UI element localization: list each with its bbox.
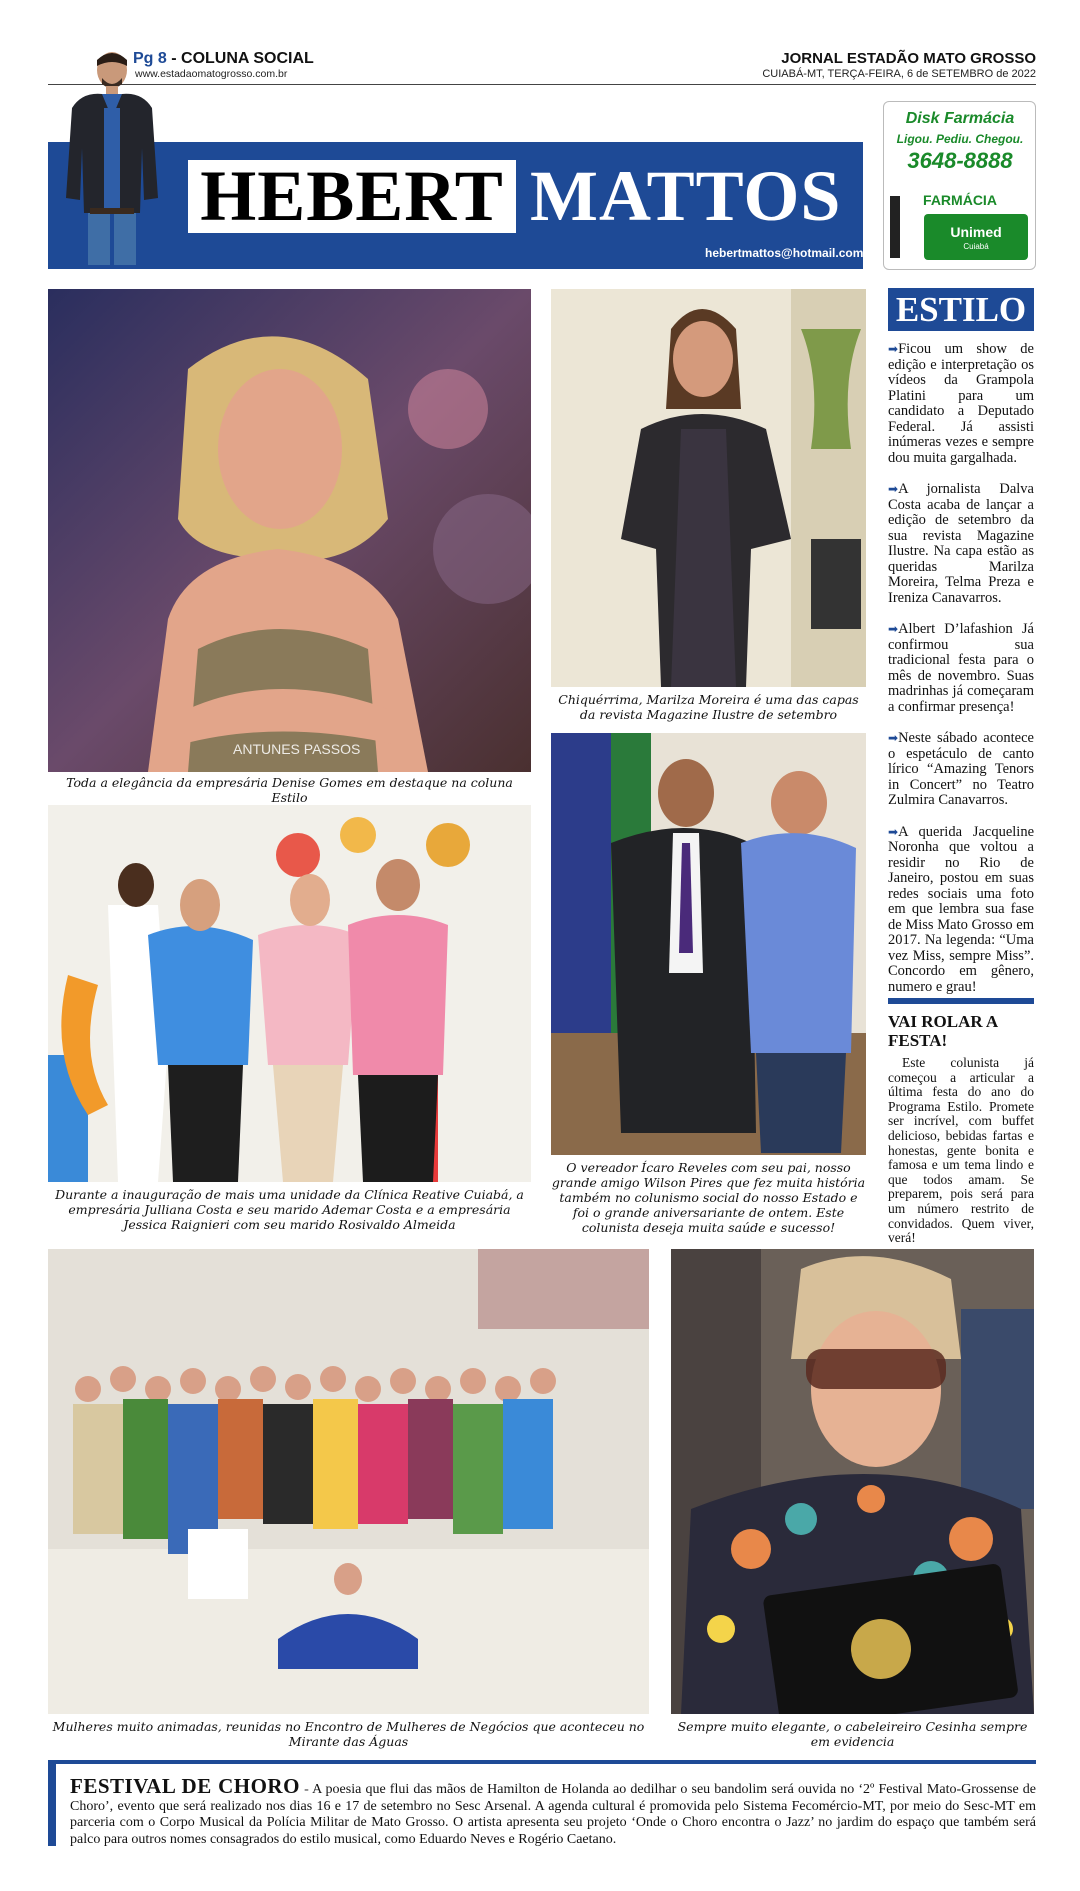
note-text: Ficou um show de edição e interpretação os vídeos da Grampola Platini para um candidato a Deputado Federal. Já assisti inúmeras vezes e sempre dou muita gargalhada.: [888, 341, 1034, 466]
sidebar-divider: [888, 998, 1034, 1004]
ad-partner-city: Cuiabá: [963, 242, 989, 251]
ad-brand: Disk Farmácia: [905, 110, 1015, 127]
dateline: CUIABÁ-MT, TERÇA-FEIRA, 6 de SETEMBRO de 2022: [762, 68, 1036, 80]
photo-marilza-moreira: [551, 289, 866, 687]
ad-partner: Unimed: [950, 224, 1002, 240]
section-name: COLUNA SOCIAL: [181, 50, 314, 67]
note-item: [888, 482, 1034, 606]
footer-accent-bar: [48, 1760, 56, 1846]
ad-slogan: Ligou. Pediu. Chegou.: [896, 132, 1024, 146]
note-text: A jornalista Dalva Costa acaba de lançar a edição de setembro da sua revista Magazine Ilustre. Na capa estão as queridas Marilza Moreira, Telma Preza e Ireniza Canavarros.: [888, 481, 1034, 606]
footer-dash: -: [304, 1782, 313, 1797]
caption-denise-gomes: Toda a elegância da empresária Denise Gomes em destaque na coluna Estilo: [66, 775, 513, 805]
festa-heading: VAI ROLAR A FESTA!: [888, 1012, 998, 1050]
page-number: Pg 8: [133, 50, 167, 67]
photo-clinica-reative: [48, 805, 531, 1182]
caption-marilza-moreira: Chiquérrima, Marilza Moreira é uma das capas da revista Magazine Ilustre de setembro: [558, 692, 859, 722]
columnist-first-name: HEBERT: [188, 160, 516, 233]
newspaper-name: JORNAL ESTADÃO MATO GROSSO: [781, 50, 1036, 67]
photo-watermark-wrap: [48, 289, 531, 772]
festa-text: Este colunista já começou a articular a última festa do ano do Programa Estilo. Promete ser incrível, com buffet delicioso, bebidas fartas e honestas, gente bonita e famosa e um tema lindo e que todos amam. Se preparem, pois será para um número restrito de convidados. Quem viver, verá!: [888, 1055, 1034, 1246]
footer-rule: [48, 1760, 1036, 1764]
ad-phone: 3648-8888: [907, 148, 1013, 173]
note-text: A querida Jacqueline Noronha que voltou a residir no Rio de Janeiro, postou em suas redes sociais uma foto em que lembra sua fase de Miss Mato Grosso em 2017. Na legenda: “Uma vez Miss, sempre Miss”. Concordo em gênero, numero e grau!: [888, 823, 1034, 995]
note-text: Neste sábado acontece o espetáculo de canto lírico “Amazing Tenors in Concert” no Teatro Zulmira Canavarros.: [888, 730, 1034, 808]
arrow-icon: ➡: [888, 824, 899, 839]
note-item: [888, 342, 1034, 466]
note-text: Albert D’lafashion Já confirmou sua tradicional festa para o mês de novembro. Suas madrinhas já começaram a confirmar presença!: [888, 621, 1034, 715]
arrow-icon: ➡: [888, 342, 899, 356]
column-title: ESTILO: [888, 288, 1034, 331]
ad-label: FARMÁCIA: [923, 192, 997, 208]
estilo-notes: [888, 342, 1034, 1011]
caption-cesinha: Sempre muito elegante, o cabeleireiro Cesinha sempre em evidencia: [677, 1719, 1028, 1749]
note-item: [888, 731, 1034, 809]
dash: -: [171, 50, 182, 67]
columnist-portrait: [52, 48, 172, 268]
footer-title: FESTIVAL DE CHORO: [70, 1774, 300, 1798]
note-item: [888, 825, 1034, 996]
photo-encontro-mulheres: [48, 1249, 649, 1714]
caption-icaro-reveles: O vereador Ícaro Reveles com seu pai, nosso grande amigo Wilson Pires que fez muita história também no colunismo social do nosso Estado e foi o grande aniversariante de ontem. Este colunista deseja muita saúde e sucesso!: [551, 1160, 866, 1235]
caption-clinica-reative: Durante a inauguração de mais uma unidade da Clínica Reative Cuiabá, a empresária Julliana Costa e seu marido Ademar Costa e a empresária Jessica Raignieri com seu marido Rosivaldo Almeida: [55, 1187, 524, 1232]
caption-encontro-mulheres: Mulheres muito animadas, reunidas no Encontro de Mulheres de Negócios que aconteceu no Mirante das Águas: [52, 1719, 645, 1749]
columnist-email: hebertmattos@hotmail.com: [705, 246, 864, 260]
ad-partner-logo: [924, 214, 1028, 260]
arrow-icon: ➡: [888, 622, 899, 636]
photo-icaro-reveles: [551, 733, 866, 1155]
note-item: [888, 622, 1034, 715]
festival-de-choro-article: [70, 1774, 1037, 1848]
website-url: www.estadaomatogrosso.com.br: [135, 68, 288, 80]
columnist-last-name: MATTOS: [530, 156, 842, 236]
photo-cesinha: [671, 1249, 1034, 1714]
arrow-icon: ➡: [888, 731, 899, 745]
header-rule: [48, 84, 1036, 85]
footer-text: A poesia que flui das mãos de Hamilton de Holanda ao dedilhar o seu bandolim será ouvida no ‘2º Festival Mato-Grossense de Choro’, evento que será realizado nos dias 16 e 17 de setembro no Sesc Arsenal. A agenda cultural é promovida pelo Sistema Fecomércio-MT, por meio do Sesc-MT em parceria com o Corpo Musical da Polícia Militar de Mato Grosso. O artista apresenta seu projeto ‘Onde o Choro encontra o Jazz’ no jardim do espaço que também será palco para outros nomes consagrados do estilo musical, como Eduardo Neves e Rogério Caetano.: [70, 1782, 1037, 1847]
arrow-icon: ➡: [888, 482, 899, 496]
photo-watermark: ANTUNES PASSOS: [233, 741, 361, 757]
